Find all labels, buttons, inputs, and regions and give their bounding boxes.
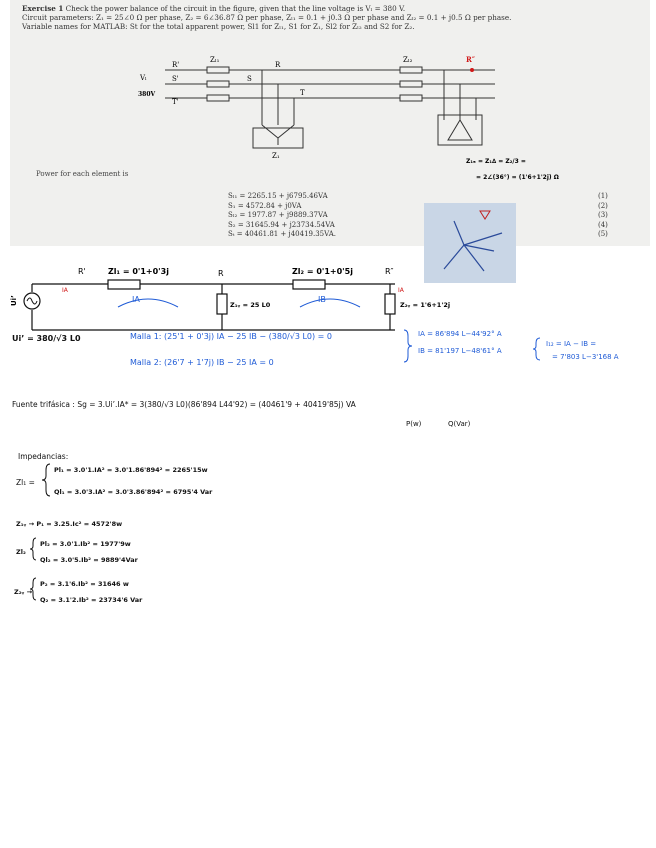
pl2-line: Pl₂ = 3.0'1.Ib² = 1977'9w	[40, 540, 131, 548]
reactive-power-label: Q(Var)	[448, 420, 471, 428]
exercise-params: Circuit parameters: Z₁ = 25∠0 Ω per phase, Z₂ = 6∠36.87 Ω per phase, Zₗ₁ = 0.1 + j0.3 Ω per phase and Zₗ₂ = 0.1 + j0.5 Ω per phase.	[22, 13, 512, 22]
i12-line1: I₁₂ = IA − IB =	[546, 340, 597, 348]
equation-number: (2)	[598, 201, 608, 210]
z1y-line: Z₁ᵧ → P₁ = 3.25.Ic² = 4572'8w	[16, 520, 123, 528]
mesh-1-arrow	[118, 299, 178, 307]
diagram-node-dot	[470, 68, 474, 72]
diagram-r-prime: R'	[172, 61, 180, 69]
circuit-source: Ui’	[10, 295, 18, 306]
zl1-label: Zl₁ =	[16, 478, 35, 487]
ib-result: IB = 81'197 L−48'61° A	[418, 347, 502, 355]
equation-s1: S₁ = 4572.84 + j0VA	[228, 201, 302, 210]
diagram-zl1: Zₗ₁	[210, 56, 220, 64]
circuit-z1y: Z₁ᵧ = 25 L0	[230, 301, 271, 309]
equation-number: (3)	[598, 211, 608, 219]
diagram-vl: Vₗ	[140, 74, 147, 82]
diagram-s-prime: S'	[172, 75, 179, 83]
circuit-ia-red: IA	[62, 287, 68, 294]
circuit-r-left: R'	[78, 267, 86, 276]
diagram-note2: = 2∠(36°) = (1'6+1'2j) Ω	[476, 174, 559, 181]
three-phase-diagram	[0, 0, 656, 190]
equation-s2: S₂ = 31645.94 + j23734.54VA	[228, 220, 335, 229]
equation-number: (5)	[598, 230, 608, 238]
diagram-zl2: Zₗ₂	[403, 56, 413, 64]
mesh-2-equation: Malla 2: (26'7 + 1'7j) IB − 25 IA = 0	[130, 358, 274, 367]
q2-line: Q₂ = 3.1'2.Ib² = 23734'6 Var	[40, 596, 143, 604]
power-equations	[228, 192, 336, 240]
circuit-zl2: Zl₂ = 0'1+0'5j	[292, 267, 353, 276]
diagram-s: S	[247, 75, 252, 83]
source-power-line: Fuente trifásica : Sg = 3.Ui’.IA* = 3(380/√3 L0)(86'894 L44'92) = (40461'9 + 40419'85j) VA	[12, 400, 356, 409]
impedances-title: Impedancias:	[18, 452, 69, 461]
diagram-r: R	[275, 61, 281, 69]
ql2-line: Ql₂ = 3.0'5.Ib² = 9889'4Var	[40, 556, 138, 564]
circuit-ia-mesh: IA	[132, 295, 140, 304]
diagram-t: T	[300, 89, 305, 97]
mesh-1-equation: Malla 1: (25'1 + 0'3j) IA − 25 IB − (380/√3 L0) = 0	[130, 332, 333, 341]
circuit-z2y: Z₂ᵧ = 1'6+1'2j	[400, 301, 451, 309]
p2-line: P₂ = 3.1'6.Ib² = 31646 w	[40, 580, 129, 588]
diagram-r-double: R″	[466, 55, 475, 64]
circuit-r-right: R″	[385, 267, 394, 276]
diagram-note1: Z₁ₔ = Z₁∆ = Z₂/3 =	[466, 158, 526, 165]
circuit-ib-mesh: IB	[318, 295, 326, 304]
pl1-line: Pl₁ = 3.0'1.IA² = 3.0'1.86'894² = 2265'15w	[54, 466, 208, 474]
handwritten-circuit	[0, 262, 656, 342]
source-voltage: Ui’ = 380/√3 L0	[12, 334, 81, 343]
equation-sl1: Sₗ₁ = 2265.15 + j6795.46VA	[228, 192, 328, 200]
circuit-zl1: Zl₁ = 0'1+0'3j	[108, 267, 169, 276]
i12-line2: = 7'803 L−3'168 A	[552, 353, 619, 361]
mesh-2-arrow	[300, 299, 360, 307]
z2y-label: Z₂ᵧ →	[14, 588, 33, 596]
circuit-r-mid: R	[218, 269, 224, 278]
equation-number: (4)	[598, 220, 608, 229]
ia-result: IA = 86'894 L−44'92° A	[418, 330, 502, 338]
exercise-vars: Variable names for MATLAB: St for the total apparent power, Sl1 for Zₗ₁, S1 for Z₁, Sl2 for Zₗ₂ and S2 for Z₂.	[22, 22, 415, 31]
diagram-v380: 380V	[138, 91, 156, 98]
circuit-ia-red-right: IA	[398, 287, 404, 294]
equation-sl2: Sₗ₂ = 1977.87 + j9889.37VA	[228, 211, 328, 219]
zl2-label: Zl₂	[16, 548, 26, 556]
diagram-t-prime: T'	[172, 98, 179, 106]
equation-st: Sₜ = 40461.81 + j40419.35VA.	[228, 230, 336, 238]
ql1-line: Ql₁ = 3.0'3.IA² = 3.0'3.86'894² = 6795'4 Var	[54, 488, 213, 496]
exercise-statement: Check the power balance of the circuit in the figure, given that the line voltage is Vₗ = 380 V.	[65, 4, 406, 13]
power-label: Power for each element is	[36, 170, 129, 178]
exercise-title: Exercise 1	[22, 4, 64, 13]
equation-number: (1)	[598, 192, 608, 200]
active-power-label: P(w)	[406, 420, 422, 428]
equation-numbers	[598, 192, 608, 240]
diagram-z1: Z₁	[272, 152, 280, 160]
